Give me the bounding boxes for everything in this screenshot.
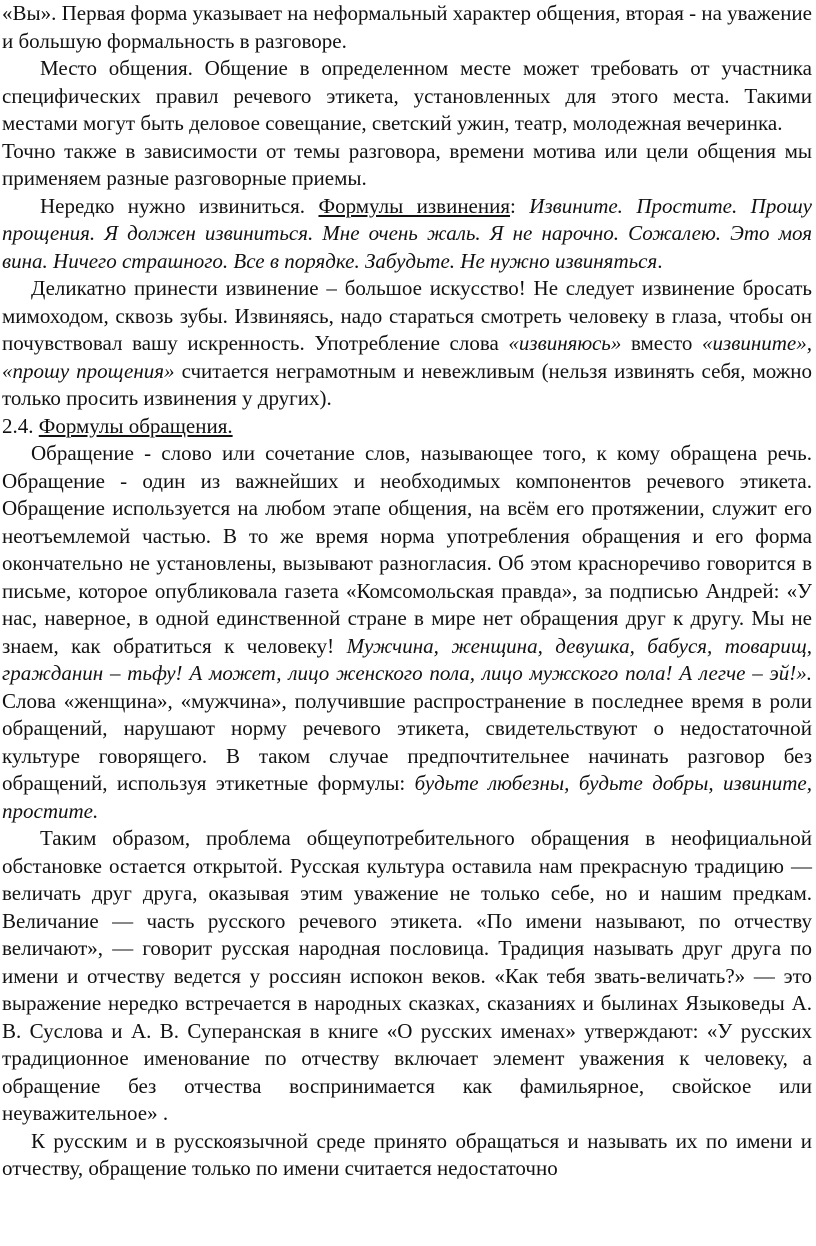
paragraph-text: Деликатно принести извинение – большое искусство! Не следует извинение бросать мимоходом, сквозь зубы. Извиняясь, надо стараться смотреть человеку в глаза, чтобы он почувствовал вашу искренность. Употребление слова: [2, 276, 812, 355]
paragraph-forms-of-address: [2, 0, 812, 55]
paragraph-text: Точно также в зависимости от темы разговора, времени мотива или цели общения мы применяем разные разговорные приемы.: [2, 138, 812, 190]
paragraph-lead: Нередко нужно извиниться.: [40, 193, 319, 218]
paragraph-text: Место общения. Общение в определенном месте может требовать от участника специфических правил речевого этикета, установленных для этого места. Такими местами могут быть деловое совещание, светский ужин, театр, молодежная вечеринка.: [2, 56, 812, 135]
paragraph-name-and-patronymic: [2, 1128, 812, 1183]
apology-formulas-label: Формулы извинения: [318, 193, 511, 218]
paragraph-address-definition: [2, 440, 812, 825]
section-heading: [2, 413, 812, 441]
paragraph-conversation-techniques: [2, 138, 812, 193]
paragraph-place-of-communication: [2, 55, 812, 138]
paragraph-text: считается неграмотным и невежливым (нельзя извинять себя, можно только просить извинения у других).: [2, 358, 812, 410]
paragraph-apology-etiquette: [2, 275, 812, 413]
paragraph-text: Обращение - слово или сочетание слов, называющее того, к кому обращена речь. Обращение - один из важнейших и необходимых компонентов речевого этикета. Обращение используется на любом этапе общения, на всём его протяжении, служит его неотъемлемой частью. В то же время норма употребления обращения и его форма окончательно не установлены, вызывают разногласия. Об этом красноречиво говорится в письме, которое опубликовала газета «Комсомольская правда», за подписью Андрей: «У нас, наверное, в одной единственной стране в мире нет обращения друг к другу. Мы не знаем, как обратиться к человеку!: [2, 441, 812, 658]
italic-phrase: будьте любезны, будьте добры, извините, простите.: [2, 771, 812, 823]
paragraph-text: вместо: [621, 331, 703, 355]
colon: :: [510, 193, 530, 218]
apology-examples: Извините. Простите. Прошу прощения. Я должен извиниться. Мне очень жаль. Я не нарочно. Сожалею. Это моя вина. Ничего страшного. Все в порядке. Забудьте. Не нужно извиняться: [2, 193, 812, 273]
paragraph-text: Слова «женщина», «мужчина», получившие распространение в последнее время в роли обращений, нарушают норму речевого этикета, свидетельствуют о недостаточной культуре говорящего. В таком случае предпочтительнее начинать разговор без обращений, используя этикетные формулы:: [2, 688, 812, 795]
period: .: [657, 248, 663, 273]
italic-phrase: «извините», «прошу прощения»: [2, 331, 812, 383]
italic-quote: Мужчина, женщина, девушка, бабуся, товарищ, гражданин – тьфу! А может, лицо женского пола, лицо мужского пола! А легче – эй!».: [2, 633, 813, 685]
section-number: 2.4.: [2, 413, 39, 438]
paragraph-text: К русским и в русскоязычной среде принято обращаться и называть их по имени и отчеству, обращение только по имени считается недостаточно: [2, 1128, 812, 1180]
paragraph-text: Таким образом, проблема общеупотребительного обращения в неофициальной обстановке остается открытой. Русская культура оставила нам прекрасную традицию — величать друг друга, оказывая этим уважение не только себе, но и нашим предкам. Величание — часть русского речевого этикета. «По имени называют, по отчеству величают», — говорит русская народная пословица. Традиция называть друг друга по имени и отчеству ведется у россиян испокон веков. «Как тебя звать-величать?» — это выражение нередко встречается в народных сказках, сказаниях и былинах Языковеды А. В. Суслова и А. В. Суперанская в книге «О русских именах» утверждают: «У русских традиционное именование по отчеству включает элемент уважения к человеку, а обращение без отчества воспринимается как фамильярное, свойское или неуважительное» .: [2, 826, 812, 1125]
paragraph-text: «Вы». Первая форма указывает на неформальный характер общения, вторая - на уважение и большую формальность в разговоре.: [2, 1, 812, 53]
paragraph-apology-formulas: [2, 193, 812, 276]
paragraph-patronymic-tradition: [2, 825, 812, 1128]
italic-phrase: «извиняюсь»: [508, 331, 622, 355]
section-title: Формулы обращения.: [38, 413, 233, 438]
